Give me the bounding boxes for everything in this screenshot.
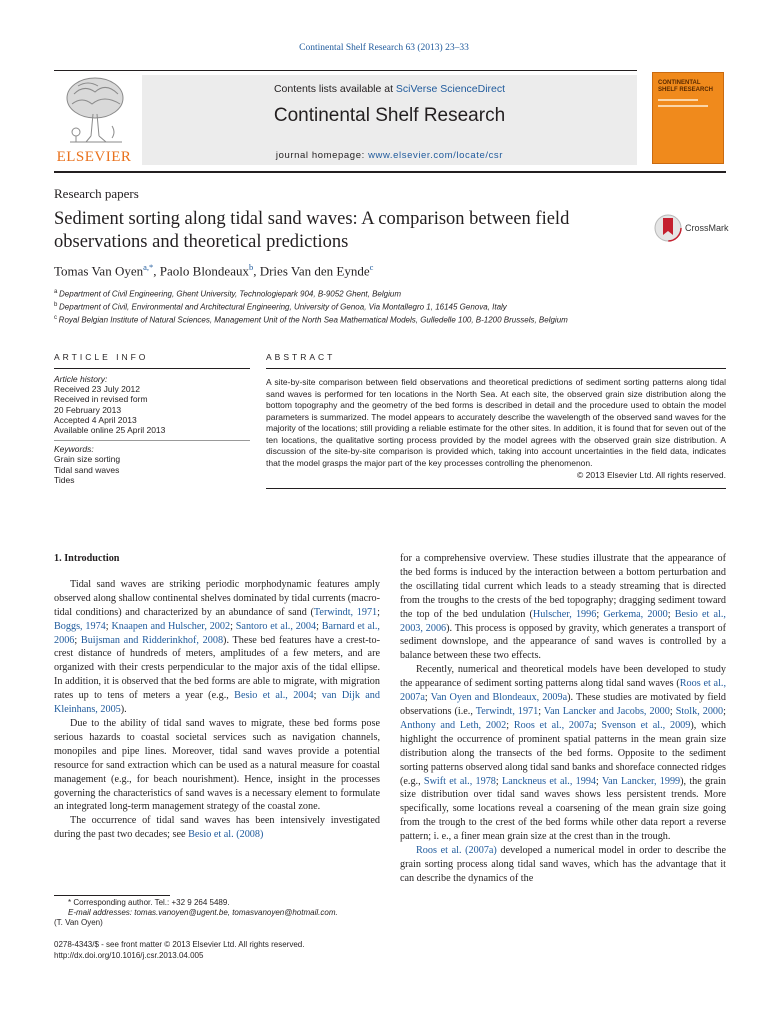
text-run: ; [723,705,726,717]
history-list [54,384,250,435]
citation-link[interactable]: Barnard et al., 2006 [54,620,380,646]
footnote-rule [54,895,170,896]
journal-name: Continental Shelf Research [273,105,506,126]
text-run: ; [424,692,431,704]
abstract-heading: ABSTRACT [266,352,336,362]
intro-paragraph-3 [54,814,380,842]
footnote-name: (T. Van Oyen) [54,918,103,928]
history-label: Article history: [54,374,108,384]
citation-link[interactable]: Van Lancker and Jacobs, 2000 [543,705,670,717]
crossmark-icon [654,213,682,243]
text-run: for a comprehensive overview. These studies illustrate that the appearance of the bed forms is induced by the interaction between a bottom perturbation and the oscillating tidal current which leads to a steady streaming that is directed from the troughs to the crests of the bed topography; dragging sediment toward the top of the bed undulation ( [400,553,726,620]
journal-band [142,75,637,165]
doi-link[interactable]: http://dx.doi.org/10.1016/j.csr.2013.04.005 [54,950,204,960]
affiliation-mark: a [54,289,60,295]
homepage-prefix: journal homepage: [275,150,369,161]
crossmark-label: CrossMark [685,223,729,233]
citation-link[interactable]: Terwindt, 1971 [313,606,378,618]
text-run: ). This process is opposed by gravity, which generates a transport of sediment downslope, and the appearance of sand waves is controlled by a balance between these two effects. [400,622,726,662]
author-affiliation-mark[interactable]: c [369,262,374,272]
affiliation-text: Department of Civil Engineering, Ghent University, Technologiepark 904, B-9052 Ghent, Belgium [59,289,401,299]
article-info-panel [54,368,250,485]
intro-paragraph-2: Due to the ability of tidal sand waves to migrate, these bed forms pose serious hazards to coastal societal services such as navigation channels, monopiles and pipe lines. Moreover, tidal sand waves provide a potential resource for sand extraction which can be used as a natural measure for coastal management (e.g., for beach nourishment). Hence, insight in the processes governing the characteristics of sand waves is a necessary element to formulate an integrated long-term management strategy of the coastal zone. [54,717,380,813]
affiliation-mark: c [54,315,59,322]
text-run: The occurrence of tidal sand waves has been intensively investigated during the past two decades; see [54,815,380,841]
text-run: ; [596,775,602,787]
citation-link[interactable]: Roos et al., 2007a [513,719,594,731]
citation-link[interactable]: Besio et al. (2008) [188,829,264,841]
text-run: ). [120,704,127,716]
abstract-text: A site-by-site comparison between field observations and theoretical predictions of sediment sorting patterns along tidal sand waves is performed for ten locations in the North Sea. At each site, the observed grain size distribution along the bottom topography and the geometry of the bed forms is described in detail and the procedure used to obtain the model parameters is summarized. The model appears to accurately describe the wavelength of the observed sand waves for the majority of the locations; still providing a reliable estimate for the other sites. In addition, it is found that for seven out of the ten locations, the qualitative sorting process provided by the model agrees with the observed grain size distribution. A discussion of the site-by-site comparison is provided which, taking into account uncertainties in the field data, indicates that the model grasps the major part of the key processes controlling the phenomenon. [266,377,726,468]
affiliation [54,287,726,300]
citation-link[interactable]: Van Oyen and Blondeaux, 2009a [430,692,568,704]
cover-stripe [658,99,698,101]
journal-cover-thumbnail[interactable] [652,72,724,164]
text-run: developed a numerical model in order to describe the grain sorting process along tidal sand waves, which has the advantage that it can describe the dynamics of the [400,845,726,884]
homepage-line [142,150,637,161]
affiliation-mark: b [54,302,60,309]
citation-link[interactable]: Hulscher, 1996 [532,608,597,620]
intro-paragraph-3-continued [400,552,726,663]
text-run: Recently, numerical and theoretical models have been developed to study the appearance of sediment sorting patterns along tidal sand waves ( [400,664,726,690]
text-run: ), the grain size distribution over tidal sand waves shows less persistent trends. More specifically, some locations reveal a coarsening of the mean grain size going from the trough to the crest of the bed forms while other data report a reverse pattern; i. e., a finer mean grain size at the crest than in the trough. [400,775,726,843]
intro-paragraph-4 [400,663,726,844]
citation-link[interactable]: Terwindt, 1971 [475,705,539,717]
affiliation-list [54,287,726,326]
text-run: ; [495,775,502,787]
sciencedirect-link[interactable]: SciVerse ScienceDirect [395,83,506,95]
citation-link[interactable]: Knaapen and Hulscher, 2002 [111,620,231,632]
paper-title: Sediment sorting along tidal sand waves: A comparison between field observations and theoretical predictions [54,209,570,252]
citation-link[interactable]: Roos et al. (2007a) [416,845,497,857]
introduction-heading: 1. Introduction [54,553,120,564]
footnote-corresponding: * Corresponding author. Tel.: +32 9 264 5489. [68,898,230,907]
author-name[interactable]: Tomas Van Oyen [54,263,144,279]
keyword-item: Tides [54,474,75,485]
author-affiliation-mark[interactable]: b [248,262,254,272]
contents-prefix: Contents lists available at [273,83,396,95]
affiliation-text: Royal Belgian Institute of Natural Sciences, Management Unit of the North Sea Mathematical Models, Gulledelle 100, B-1200 Brussels, Belgium [58,315,568,325]
contents-line [142,83,637,95]
history-item: Accepted 4 April 2013 [54,414,137,425]
author-separator: , [153,263,160,279]
text-run: ; [377,606,380,618]
crossmark-button[interactable] [654,213,729,243]
author-list [54,262,373,279]
citation-link[interactable]: van Dijk and Kleinhans, 2005 [54,690,380,716]
body-column-left [54,552,380,842]
history-item: Available online 25 April 2013 [54,425,166,436]
text-run: ), which highlight the occurrence of prominent spatial patterns in the mean grain size distribution along the transects of the bed forms. Opposite to the sediment sorting patterns observed along tidal sand banks and shoreface connected ridges (e.g., [400,719,726,787]
text-run: ; [596,608,604,620]
author-separator: , [253,263,260,279]
text-run: ; [667,608,675,620]
keywords-list [54,454,250,485]
text-run: ; [669,705,676,717]
text-run: ). These bed features have a crest-to-crest distance of hundreds of meters, amplitudes of a few meters, and are organized with their crests perpendicular to the major axis of the tidal ellipse. In addition, it is observed that the bed forms are able to migrate, with migration rates up to tens of meters a year (e.g., [54,634,380,702]
text-run: ; [105,620,112,632]
citation-link[interactable]: Roos et al., 2007a [400,678,726,704]
abstract-panel [266,368,726,489]
citation-link[interactable]: Besio et al., 2004 [234,690,314,702]
keyword-item: Grain size sorting [54,454,121,465]
abstract-copyright: © 2013 Elsevier Ltd. All rights reserved. [577,470,726,480]
affiliation [54,300,726,313]
keywords-label: Keywords: [54,444,94,455]
citation-link[interactable]: Gerkema, 2000 [603,608,668,620]
history-item: Received 23 July 2012 [54,384,141,395]
text-run: ; [313,690,322,702]
issn-block [54,940,380,961]
footnotes [54,898,380,929]
text-run: ; [316,620,322,632]
text-run: ; [74,634,81,646]
text-run: ; [593,719,602,731]
info-separator [54,440,250,441]
citation-link[interactable]: Lanckneus et al., 1994 [501,775,597,787]
citation-link[interactable]: Boggs, 1974 [54,620,106,632]
elsevier-tree-icon [62,74,128,146]
article-info-heading: ARTICLE INFO [54,352,149,362]
text-run: ; [230,620,236,632]
body-column-right [400,552,726,886]
intro-paragraph-1 [54,578,380,717]
citation-link[interactable]: Buijsman and Ridderinkhof, 2008 [80,634,224,646]
section-label: Research papers [54,186,139,201]
journal-citation[interactable]: Continental Shelf Research 63 (2013) 23–33 [299,43,469,53]
text-run: ). These studies are motivated by field observations (i.e., [400,692,726,717]
text-run: ; [538,705,544,717]
affiliation-text: Department of Civil, Environmental and Architectural Engineering, University of Genoa, Via Montallegro 1, 16145 Genova, Italy [59,302,507,312]
citation-link[interactable]: Besio et al., 2003, 2006 [400,608,726,634]
text-run: Tidal sand waves are striking periodic morphodynamic features amply observed along shallow continental shelves dominated by tidal currents (macro-tidal conditions) and characterized by an abundance of sand ( [54,578,380,618]
masthead-bottom-rule [54,171,726,173]
publisher-name: ELSEVIER [56,149,132,165]
citation-link[interactable]: Svenson et al., 2009 [601,719,691,731]
masthead-top-rule [54,70,637,71]
citation-link[interactable]: Anthony and Leth, 2002 [400,719,507,731]
history-item: 20 February 2013 [54,404,122,415]
affiliation [54,313,726,326]
homepage-link[interactable]: www.elsevier.com/locate/csr [368,150,504,161]
citation-link[interactable]: Santoro et al., 2004 [235,620,317,632]
history-item: Received in revised form [54,394,148,405]
citation-link[interactable]: Stolk, 2000 [675,705,724,717]
publisher-logo[interactable] [54,74,134,166]
keyword-item: Tidal sand waves [54,464,120,475]
text-run: ; [506,719,514,731]
author-name[interactable]: Paolo Blondeaux [159,263,249,279]
issn-line: 0278-4343/$ - see front matter © 2013 Elsevier Ltd. All rights reserved. [54,940,305,949]
cover-stripe [658,105,708,107]
footnote-email[interactable]: E-mail addresses: tomas.vanoyen@ugent.be, tomasvanoyen@hotmail.com. [68,908,338,918]
author-affiliation-mark[interactable]: a,* [143,262,154,272]
citation-link[interactable]: Van Lancker, 1999 [601,775,681,787]
cover-title: CONTINENTAL SHELF RESEARCH [658,80,714,93]
citation-link[interactable]: Swift et al., 1978 [423,775,496,787]
intro-paragraph-5 [400,844,726,886]
author-name[interactable]: Dries Van den Eynde [259,263,370,279]
journal-masthead [54,70,726,168]
